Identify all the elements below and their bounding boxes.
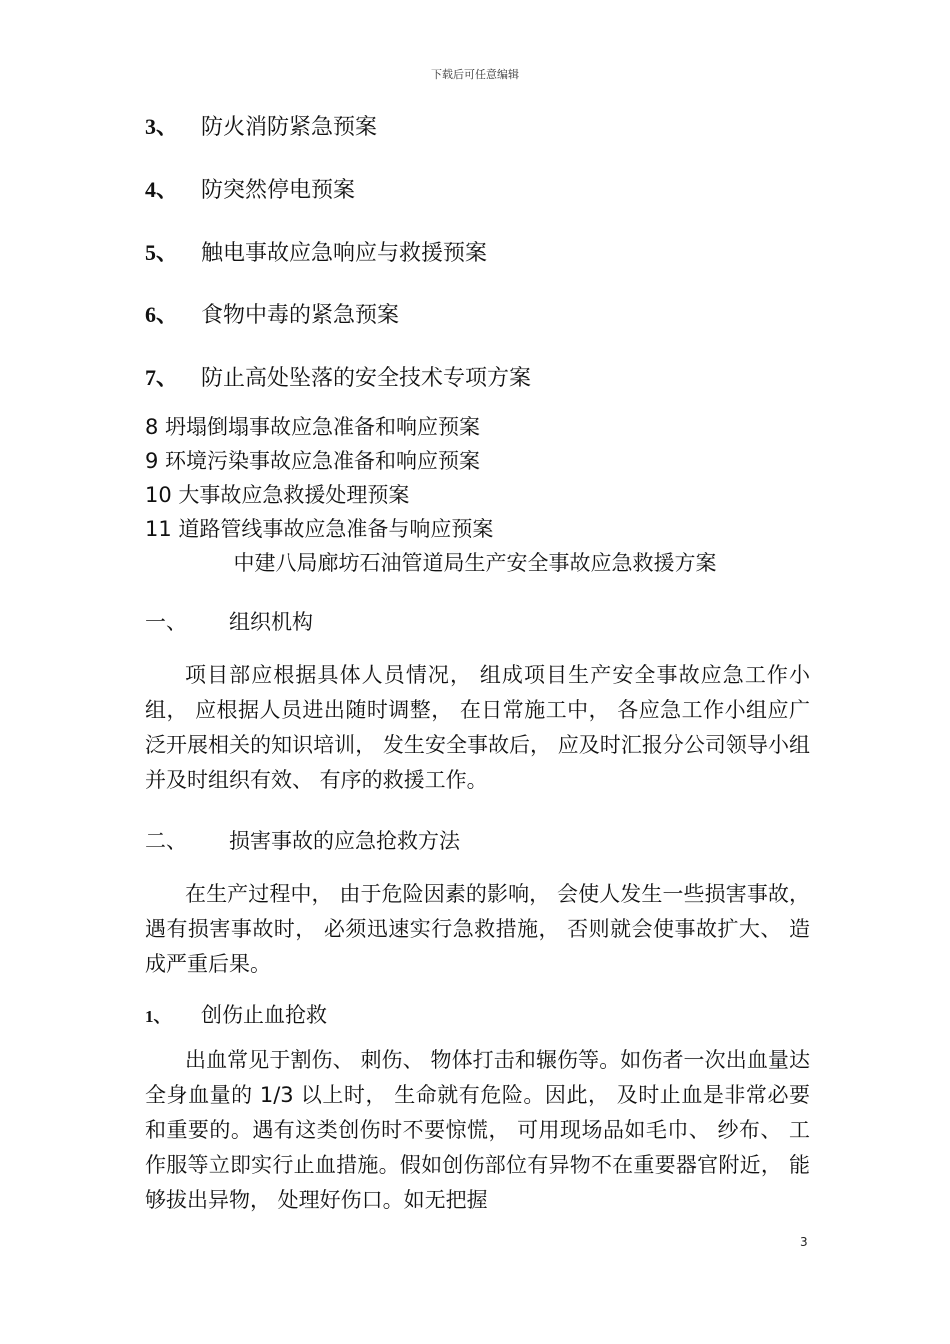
toc-item-text: 触电事故应急响应与救援预案 (201, 241, 488, 266)
list-item: 10 大事故应急救援处理预案 (145, 483, 410, 507)
subsection-paragraph: 出血常见于割伤、 刺伤、 物体打击和辗伤等。如伤者一次出血量达全身血量的 1/3 以上时， 生命就有危险。因此， 及时止血是非常必要和重要的。遇有这类创伤时不要惊慌， 可用现场品如毛巾、 纱布、 工作服等立即实行止血措施。假如创伤部位有异物不在重要器官附近， 能够拔出异物， 处理好伤口。如无把握 (145, 1048, 810, 1212)
toc-item-number: 5、 (145, 240, 179, 265)
toc-item (145, 110, 377, 141)
section-number: 一、 (145, 610, 187, 634)
document-title: 中建八局廊坊石油管道局生产安全事故应急救援方案 (233, 551, 717, 575)
toc-item-text: 防突然停电预案 (201, 178, 356, 203)
toc-item-number: 6、 (145, 302, 179, 327)
section-number: 二、 (145, 829, 187, 853)
section-heading (145, 825, 460, 855)
section-paragraph: 项目部应根据具体人员情况， 组成项目生产安全事故应急工作小组， 应根据人员进出随时调整， 在日常施工中， 各应急工作小组应广泛开展相关的知识培训， 发生安全事故后， 应及时汇报分公司领导小组并及时组织有效、 有序的救援工作。 (145, 663, 810, 792)
section-title: 损害事故的应急抢救方法 (229, 829, 460, 853)
section-paragraph: 在生产过程中， 由于危险因素的影响， 会使人发生一些损害事故， 遇有损害事故时， 必须迅速实行急救措施， 否则就会使事故扩大、 造成严重后果。 (145, 882, 810, 976)
toc-item-number: 7、 (145, 365, 179, 390)
page-number: 3 (800, 1235, 808, 1249)
list-item: 9 环境污染事故应急准备和响应预案 (145, 449, 481, 473)
toc-item (145, 298, 399, 329)
toc-item (145, 361, 531, 392)
page-header: 下载后可任意编辑 (431, 68, 519, 81)
toc-item-text: 食物中毒的紧急预案 (201, 303, 400, 328)
toc-item (145, 236, 487, 267)
section-title: 组织机构 (229, 610, 313, 634)
section-heading (145, 606, 313, 636)
subsection-heading (145, 999, 327, 1029)
toc-item-text: 防火消防紧急预案 (201, 115, 378, 140)
list-item: 8 坍塌倒塌事故应急准备和响应预案 (145, 415, 481, 439)
toc-item-text: 防止高处坠落的安全技术专项方案 (201, 366, 532, 391)
toc-item (145, 173, 355, 204)
list-item: 11 道路管线事故应急准备与响应预案 (145, 517, 494, 541)
toc-item-number: 3、 (145, 114, 179, 139)
toc-item-number: 4、 (145, 177, 179, 202)
subsection-title: 创伤止血抢救 (201, 1003, 327, 1027)
subsection-number: 1、 (145, 1007, 171, 1026)
